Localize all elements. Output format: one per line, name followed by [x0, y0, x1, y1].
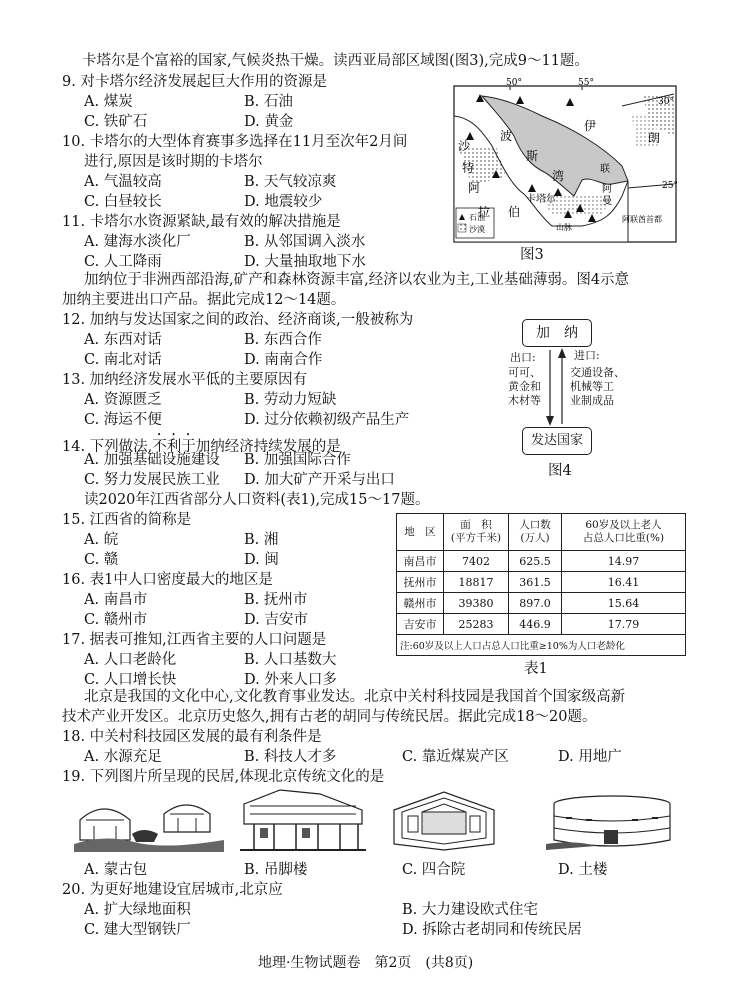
- map-west-asia: [452, 76, 688, 244]
- table1-caption: 表1: [524, 661, 548, 677]
- label-bo2: 伯: [508, 205, 521, 219]
- q13-option-a[interactable]: A. 资源匮乏: [84, 392, 162, 408]
- q12-stem: 12. 加纳与发达国家之间的政治、经济商谈,一般被称为: [62, 312, 414, 328]
- q17-option-d[interactable]: D. 外来人口多: [244, 672, 337, 688]
- q15-option-a[interactable]: A. 皖: [84, 532, 119, 548]
- q16-stem: 16. 表1中人口密度最大的地区是: [62, 572, 273, 588]
- label-te: 特: [462, 161, 475, 175]
- label-sha: 沙: [458, 139, 471, 153]
- q11-stem: 11. 卡塔尔水资源紧缺,最有效的解决措施是: [62, 214, 341, 230]
- cell-population: 897.0: [509, 593, 562, 614]
- q14-option-a[interactable]: A. 加强基础设施建设: [84, 452, 220, 468]
- q17-option-a[interactable]: A. 人口老龄化: [84, 652, 177, 668]
- q19-option-a[interactable]: A. 蒙古包: [84, 862, 148, 878]
- q18-option-d[interactable]: D. 用地广: [558, 749, 622, 765]
- q15-stem: 15. 江西省的简称是: [62, 512, 192, 528]
- cell-region: 抚州市: [397, 572, 444, 593]
- fig4-import-2: 机械等工: [570, 380, 614, 393]
- cell-population: 361.5: [509, 572, 562, 593]
- cell-area: 18817: [444, 572, 509, 593]
- q10-stem: 10. 卡塔尔的大型体育赛事多选择在11月至次年2月间: [62, 134, 408, 150]
- q17-stem: 17. 据表可推知,江西省主要的人口问题是: [62, 632, 327, 648]
- th-population: 人口数 (万人): [509, 514, 562, 551]
- intro-ghana-2: 加纳主要进出口产品。据此完成12～14题。: [62, 292, 346, 308]
- q9-option-a[interactable]: A. 煤炭: [84, 94, 133, 110]
- q14-option-c[interactable]: C. 努力发展民族工业: [84, 472, 220, 488]
- intro-ghana-1: 加纳位于非洲西部沿海,矿产和森林资源丰富,经济以农业为主,工业基础薄弱。图4示意: [84, 272, 630, 288]
- label-cap: 阿联酋首都: [622, 215, 662, 224]
- table-row: [397, 614, 686, 635]
- table-header-row: [397, 514, 686, 551]
- cell-population: 446.9: [509, 614, 562, 635]
- q19-option-b[interactable]: B. 吊脚楼: [244, 862, 308, 878]
- lon-55: 55°: [578, 78, 594, 88]
- th-area: 面 积 (平方千米): [444, 514, 509, 551]
- q20-option-d[interactable]: D. 拆除古老胡同和传统民居: [402, 922, 582, 938]
- q10-stem-cont: 进行,原因是该时期的卡塔尔: [84, 154, 263, 170]
- table-row: [397, 551, 686, 572]
- q12-option-b[interactable]: B. 东西合作: [244, 332, 322, 348]
- q12-option-a[interactable]: A. 东西对话: [84, 332, 162, 348]
- table-note-row: [397, 635, 686, 656]
- legend-desert-label: 沙漠: [469, 225, 485, 234]
- q20-option-b[interactable]: B. 大力建设欧式住宅: [402, 902, 538, 918]
- q12-option-d[interactable]: D. 南南合作: [244, 352, 323, 368]
- q14-option-b[interactable]: B. 加强国际合作: [244, 452, 351, 468]
- cell-elderly: 15.64: [562, 593, 686, 614]
- q11-option-d[interactable]: D. 大量抽取地下水: [244, 254, 366, 270]
- fig4-caption: 图4: [548, 463, 572, 479]
- q17-option-c[interactable]: C. 人口增长快: [84, 672, 177, 688]
- cell-region: 南昌市: [397, 551, 444, 572]
- cell-region: 吉安市: [397, 614, 444, 635]
- yurt-picture: [74, 790, 224, 852]
- q18-option-c[interactable]: C. 靠近煤炭产区: [402, 749, 509, 765]
- tulou-picture: [546, 790, 678, 852]
- fig4-developed-box: 发达国家: [522, 427, 592, 455]
- cell-area: 39380: [444, 593, 509, 614]
- population-table: [396, 513, 686, 656]
- cell-elderly: 16.41: [562, 572, 686, 593]
- page-footer: 地理·生物试题卷 第2页 (共8页): [258, 955, 474, 971]
- q18-option-a[interactable]: A. 水源充足: [84, 749, 162, 765]
- fig3-caption: 图3: [520, 247, 544, 263]
- fig4-export-title: 出口:: [510, 351, 536, 364]
- cell-region: 赣州市: [397, 593, 444, 614]
- q9-option-d[interactable]: D. 黄金: [244, 114, 294, 130]
- lat-30: 30°: [658, 97, 674, 107]
- q20-stem: 20. 为更好地建设宜居城市,北京应: [62, 882, 283, 898]
- q17-option-b[interactable]: B. 人口基数大: [244, 652, 337, 668]
- q18-stem: 18. 中关村科技园区发展的最有利条件是: [62, 729, 322, 745]
- q13-option-d[interactable]: D. 过分依赖初级产品生产: [244, 412, 410, 428]
- label-si: 斯: [526, 149, 539, 163]
- table-row: [397, 593, 686, 614]
- legend-oil-label: 石油: [469, 213, 485, 222]
- label-lang: 朗: [648, 131, 661, 145]
- q15-option-d[interactable]: D. 闽: [244, 552, 279, 568]
- label-ah2: 曼: [602, 196, 612, 207]
- table-row: [397, 572, 686, 593]
- siheyuan-picture: [388, 786, 500, 852]
- fig4-export-2: 黄金和: [508, 380, 541, 393]
- q11-option-a[interactable]: A. 建海水淡化厂: [84, 234, 191, 250]
- fig4-export-1: 可可、: [508, 366, 541, 379]
- q19-option-c[interactable]: C. 四合院: [402, 862, 466, 878]
- q11-option-c[interactable]: C. 人工降雨: [84, 254, 162, 270]
- fig4-import-title: 进口:: [574, 349, 600, 362]
- q20-option-a[interactable]: A. 扩大绿地面积: [84, 902, 191, 918]
- q16-option-c[interactable]: C. 赣州市: [84, 612, 148, 628]
- q10-option-c[interactable]: C. 白昼较长: [84, 194, 162, 210]
- label-ah1: 阿: [602, 184, 612, 195]
- fig4-export-3: 木材等: [508, 394, 541, 407]
- q18-option-b[interactable]: B. 科技人才多: [244, 749, 337, 765]
- label-a: 阿: [468, 181, 481, 195]
- q13-option-c[interactable]: C. 海运不便: [84, 412, 162, 428]
- q14-stem: 14. 下列做法,不利于加纳经济持续发展的是: [62, 439, 341, 455]
- q15-option-c[interactable]: C. 赣: [84, 552, 119, 568]
- q14-emphasis: 不利于: [152, 439, 196, 455]
- intro-beijing-2: 技术产业开发区。北京历史悠久,拥有古老的胡同与传统民居。据此完成18～20题。: [62, 709, 597, 725]
- fig4-import-3: 业制成品: [570, 394, 614, 407]
- cell-population: 625.5: [509, 551, 562, 572]
- q20-option-c[interactable]: C. 建大型钢铁厂: [84, 922, 191, 938]
- label-yi: 伊: [584, 119, 597, 133]
- label-mountain: 山脉: [556, 223, 572, 232]
- th-region: 地 区: [397, 514, 444, 551]
- label-lian: 联: [600, 164, 610, 175]
- stilt-house-picture: [240, 784, 366, 854]
- lat-25: 25°: [662, 181, 678, 191]
- q13-stem: 13. 加纳经济发展水平低的主要原因有: [62, 372, 308, 388]
- table-note: 注:60岁及以上人口占总人口比重≥10%为人口老龄化: [397, 635, 686, 656]
- fig4-import-1: 交通设备、: [570, 366, 625, 379]
- q19-option-d[interactable]: D. 土楼: [558, 862, 608, 878]
- q13-option-b[interactable]: B. 劳动力短缺: [244, 392, 337, 408]
- q9-option-b[interactable]: B. 石油: [244, 94, 293, 110]
- q12-option-c[interactable]: C. 南北对话: [84, 352, 162, 368]
- intro-jiangxi: 读2020年江西省部分人口资料(表1),完成15～17题。: [84, 492, 430, 508]
- intro-beijing-1: 北京是我国的文化中心,文化教育事业发达。北京中关村科技园是我国首个国家级高新: [84, 689, 626, 705]
- q16-option-b[interactable]: B. 抚州市: [244, 592, 308, 608]
- q16-option-d[interactable]: D. 吉安市: [244, 612, 308, 628]
- q9-option-c[interactable]: C. 铁矿石: [84, 114, 148, 130]
- cell-area: 25283: [444, 614, 509, 635]
- label-bo: 波: [500, 129, 513, 143]
- fig4-arrows: [540, 346, 572, 428]
- th-elderly: 60岁及以上老人 占总人口比重(%): [562, 514, 686, 551]
- q15-option-b[interactable]: B. 湘: [244, 532, 279, 548]
- q11-option-b[interactable]: B. 从邻国调入淡水: [244, 234, 366, 250]
- label-la: 拉: [478, 205, 491, 219]
- q10-option-a[interactable]: A. 气温较高: [84, 174, 162, 190]
- lon-50: 50°: [506, 78, 522, 88]
- cell-elderly: 14.97: [562, 551, 686, 572]
- label-qatar: 卡塔尔: [526, 194, 556, 205]
- q16-option-a[interactable]: A. 南昌市: [84, 592, 148, 608]
- label-wan: 湾: [552, 169, 565, 183]
- intro-qatar: 卡塔尔是个富裕的国家,气候炎热干燥。读西亚局部区域图(图3),完成9～11题。: [82, 53, 589, 69]
- q9-stem: 9. 对卡塔尔经济发展起巨大作用的资源是: [62, 74, 327, 90]
- cell-elderly: 17.79: [562, 614, 686, 635]
- q10-option-d[interactable]: D. 地震较少: [244, 194, 323, 210]
- q14-option-d[interactable]: D. 加大矿产开采与出口: [244, 472, 395, 488]
- q19-stem: 19. 下列图片所呈现的民居,体现北京传统文化的是: [62, 769, 385, 785]
- q10-option-b[interactable]: B. 天气较凉爽: [244, 174, 337, 190]
- fig4-ghana-box: 加 纳: [522, 319, 592, 347]
- cell-area: 7402: [444, 551, 509, 572]
